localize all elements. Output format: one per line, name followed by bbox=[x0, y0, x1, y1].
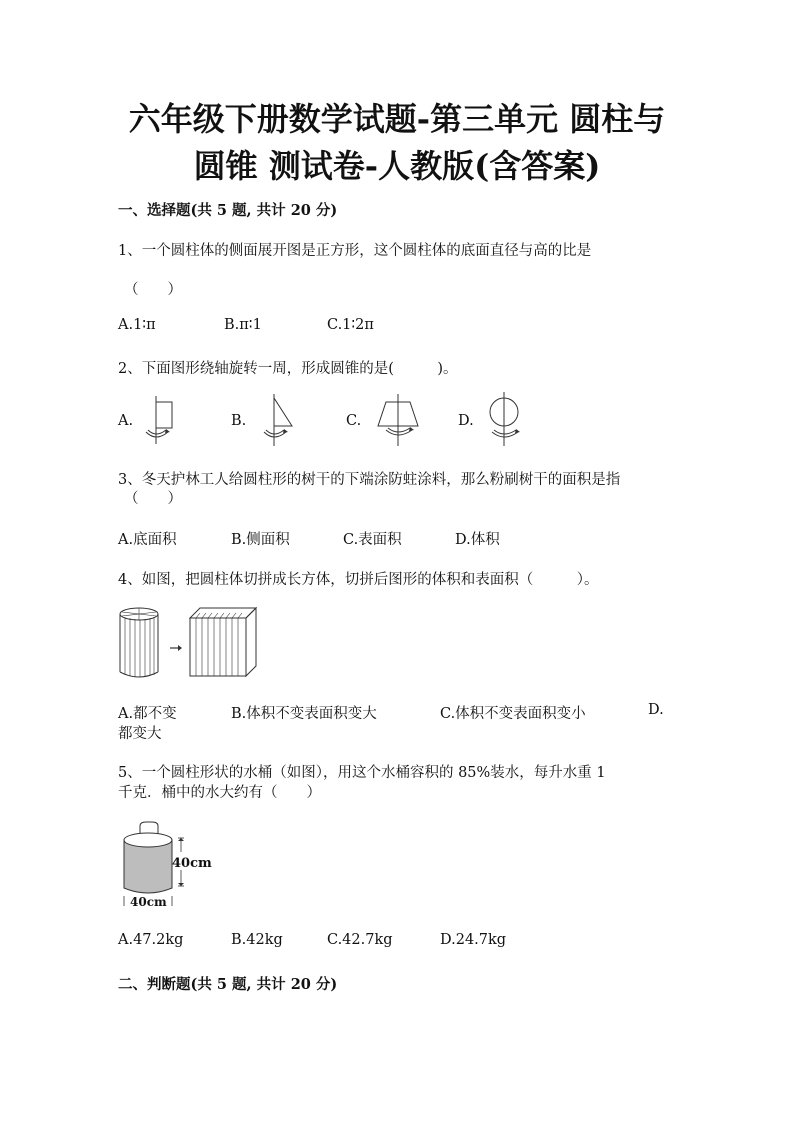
q2-figure-a bbox=[140, 394, 180, 446]
q4-option-d-text: 都变大 bbox=[118, 726, 162, 742]
q3-option-a: A.底面积 bbox=[118, 532, 177, 548]
q1-stem: 1、一个圆柱体的侧面展开图是正方形，这个圆柱体的底面直径与高的比是 bbox=[118, 243, 592, 259]
q4-figure bbox=[116, 604, 264, 680]
q4-stem: 4、如图，把圆柱体切拼成长方体，切拼后图形的体积和表面积（ ）。 bbox=[118, 572, 599, 588]
q5-height-label: 40cm bbox=[172, 856, 212, 871]
section-2-heading: 二、判断题(共 5 题, 共计 20 分) bbox=[118, 976, 338, 993]
q5-stem-line-1: 5、一个圆柱形状的水桶（如图），用这个水桶容积的 85%装水，每升水重 1 bbox=[118, 765, 606, 781]
q1-option-b: B.π∶1 bbox=[224, 317, 262, 333]
page-title bbox=[100, 96, 694, 190]
q5-option-a: A.47.2kg bbox=[118, 932, 184, 948]
q4-option-a: A.都不变 bbox=[118, 706, 177, 722]
q5-option-d: D.24.7kg bbox=[440, 932, 507, 948]
title-line-2: 圆锥 测试卷-人教版(含答案) bbox=[193, 147, 601, 185]
q5-stem-line-2: 千克．桶中的水大约有（ ） bbox=[118, 785, 321, 801]
q3-option-d: D.体积 bbox=[455, 532, 500, 548]
q3-option-b: B.侧面积 bbox=[231, 532, 290, 548]
q2-figure-d bbox=[480, 390, 528, 448]
q2-figure-b bbox=[256, 392, 300, 448]
q5-option-b: B.42kg bbox=[231, 932, 283, 948]
q1-option-c: C.1∶2π bbox=[327, 317, 374, 333]
q3-stem: 3、冬天护林工人给圆柱形的树干的下端涂防蛀涂料，那么粉刷树干的面积是指 bbox=[118, 472, 621, 488]
q4-option-d: D. bbox=[648, 702, 664, 718]
q2-option-d: D. bbox=[458, 413, 474, 429]
q3-option-c: C.表面积 bbox=[343, 532, 402, 548]
q2-option-a: A. bbox=[118, 413, 134, 429]
title-line-1: 六年级下册数学试题-第三单元 圆柱与 bbox=[128, 100, 666, 138]
q2-stem: 2、下面图形绕轴旋转一周，形成圆锥的是( )。 bbox=[118, 361, 458, 377]
q5-width-label: 40cm bbox=[130, 895, 167, 909]
q4-option-c: C.体积不变表面积变小 bbox=[440, 706, 586, 722]
q2-option-c: C. bbox=[346, 413, 362, 429]
q4-option-b: B.体积不变表面积变大 bbox=[231, 706, 377, 722]
q5-option-c: C.42.7kg bbox=[327, 932, 393, 948]
q1-blank: （ ） bbox=[124, 282, 182, 298]
q1-option-a: A.1∶π bbox=[118, 317, 156, 333]
q3-blank: （ ） bbox=[124, 491, 182, 507]
q2-option-b: B. bbox=[231, 413, 247, 429]
section-1-heading: 一、选择题(共 5 题, 共计 20 分) bbox=[118, 202, 338, 219]
q2-figure-c bbox=[372, 392, 424, 448]
